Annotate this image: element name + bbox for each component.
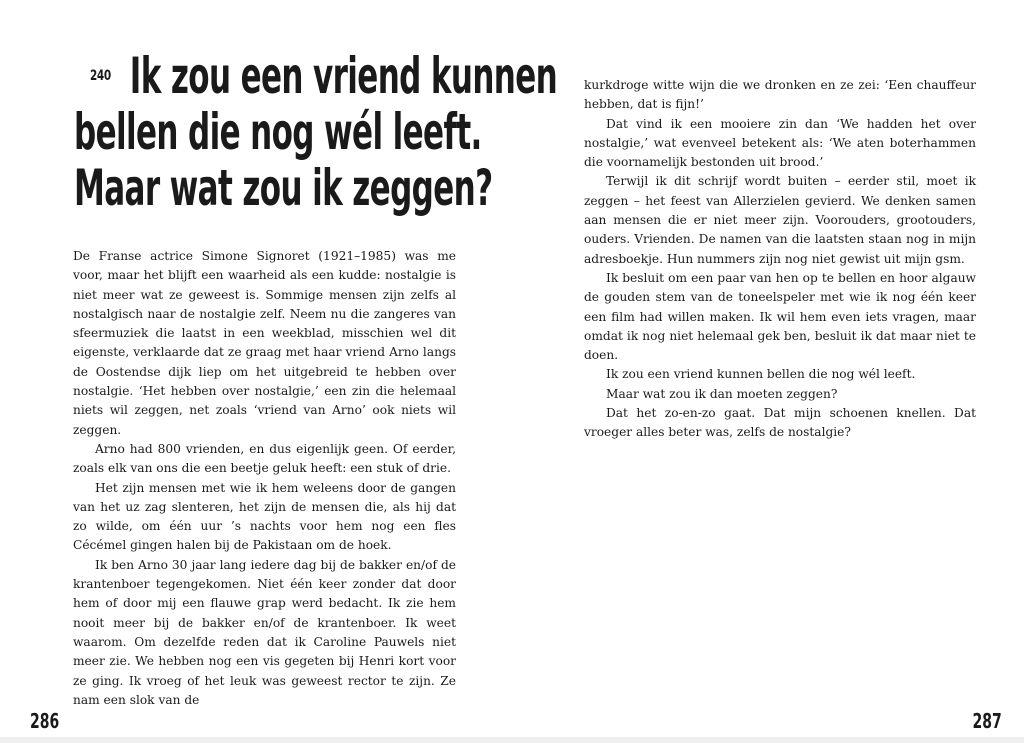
paragraph: Het zijn mensen met wie ik hem weleens door de gangen van het uz zag slenteren, het zijn de mensen die, als hij dat zo wilde, om één uur ’s nachts voor hem nog een fles Cécémel gingen halen bij de Pakistaan om de hoek. [73, 480, 456, 553]
left-page-body [73, 247, 456, 710]
paragraph: Maar wat zou ik dan moeten zeggen? [606, 386, 838, 401]
right-page [512, 0, 1024, 743]
paragraph: Ik ben Arno 30 jaar lang iedere dag bij de bakker en/of de krantenboer tegengekomen. Niet één keer zonder dat door hem of door mij een flauwe grap werd bedacht. Ik zie hem nooit meer bij de bakker en/of de krantenboer. Ik weet waarom. Om dezelfde reden dat ik Caroline Pauwels niet meer zie. We hebben nog een vis gegeten bij Henri kort voor ze ging. Ik vroeg of het leuk was geweest rector te zijn. Ze nam een slok van de [73, 557, 456, 707]
chapter-title [74, 47, 558, 217]
paragraph: Dat vind ik een mooiere zin dan ‘We hadden het over nostalgie,’ wat evenveel betekent als: ‘We aten boterhammen die voornamelijk bestonden uit brood.’ [584, 116, 976, 170]
page-bottom-edge [0, 737, 1024, 743]
chapter-number: 240 [90, 68, 111, 84]
chapter-title-line: Maar wat zou ik zeggen? [74, 159, 493, 217]
paragraph: kurkdroge witte wijn die we dronken en ze zei: ‘Een chauffeur hebben, dat is fijn!’ [584, 78, 976, 112]
paragraph: Dat het zo-en-zo gaat. Dat mijn schoenen knellen. Dat vroeger alles beter was, zelfs de nostalgie? [584, 406, 976, 440]
paragraph: Ik zou een vriend kunnen bellen die nog wél leeft. [606, 367, 916, 382]
chapter-title-line: Ik zou een vriend kunnen [129, 47, 558, 105]
paragraph: Arno had 800 vrienden, en dus eigenlijk geen. Of eerder, zoals elk van ons die een beetje geluk heeft: een stuk of drie. [73, 441, 456, 476]
page-number-right: 287 [972, 709, 1002, 733]
page-number-left: 286 [30, 709, 60, 733]
right-page-body [584, 76, 976, 443]
paragraph: De Franse actrice Simone Signoret (1921–1985) was me voor, maar het blijft een waarheid als een kudde: nostalgie is niet meer wat ze geweest is. Sommige mensen zijn zelfs al nostalgisch naar de nostalgie zelf. Neem nu die zangeres van sfeermuziek die laatst in een weekblad, misschien wel dit eigenste, verklaarde dat ze graag met haar vriend Arno langs de Oostendse dijk liep om het uitgebreid te hebben over nostalgie. ‘Het hebben over nostalgie,’ een zin die helemaal niets wil zeggen, net zoals ‘vriend van Arno’ ook niets wil zeggen. [73, 249, 456, 437]
chapter-heading [74, 47, 558, 217]
paragraph: Terwijl ik dit schrijf wordt buiten – eerder stil, moet ik zeggen – het feest van Allerzielen gevierd. We denken samen aan mensen die er niet meer zijn. Voorouders, grootouders, ouders. Vrienden. De namen van die laatsten staan nog in mijn adresboekje. Hun nummers zijn nog niet gewist uit mijn gsm. [584, 174, 976, 266]
paragraph: Ik besluit om een paar van hen op te bellen en hoor algauw de gouden stem van de toneelspeler met wie ik nog één keer een film had willen maken. Ik wil hem even iets vragen, maar omdat ik nog niet helemaal gek ben, besluit ik dat maar niet te doen. [584, 270, 976, 363]
chapter-title-line: bellen die nog wél leeft. [74, 103, 482, 161]
